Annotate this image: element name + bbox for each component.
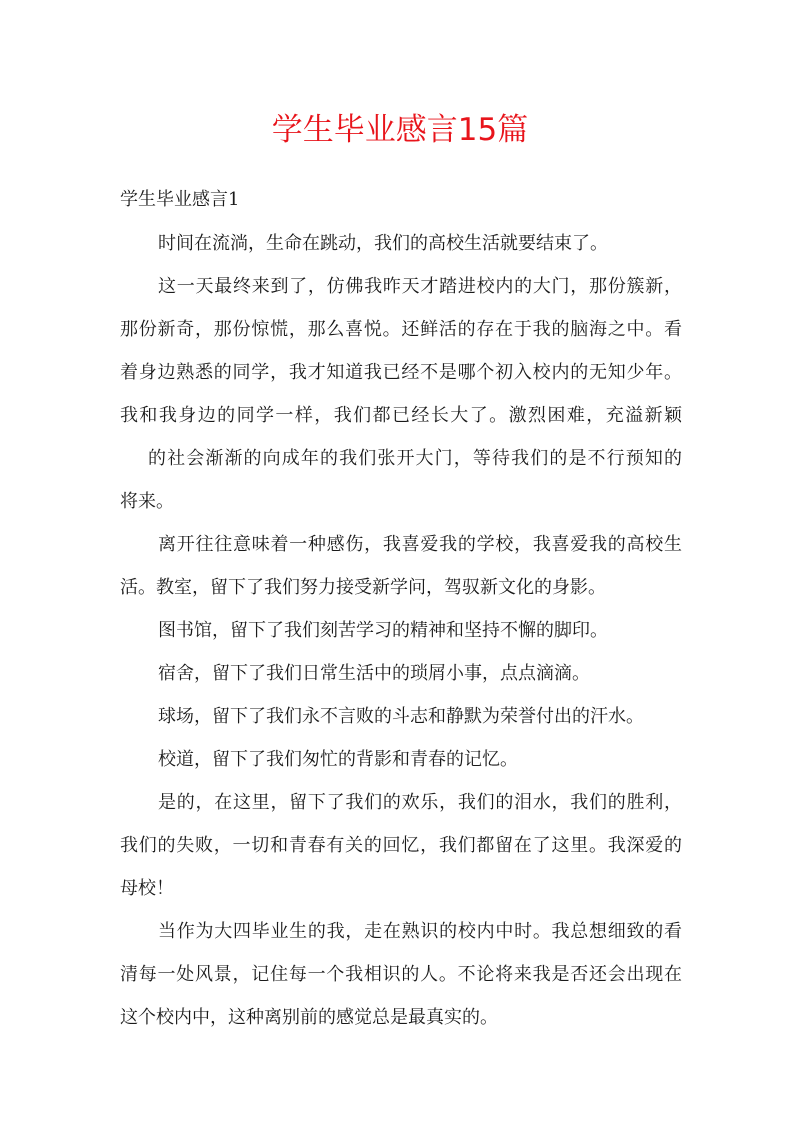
paragraph-line: 那份新奇，那份惊慌，那么喜悦。还鲜活的存在于我的脑海之中。看 <box>120 319 682 340</box>
document-title: 学生毕业感言15篇 <box>271 112 529 148</box>
paragraph-line: 球场，留下了我们永不言败的斗志和静默为荣誉付出的汗水。 <box>158 706 644 727</box>
paragraph-line: 当作为大四毕业生的我，走在熟识的校内中时。我总想细致的看 <box>158 921 682 942</box>
paragraph-line: 这一天最终来到了，仿佛我昨天才踏进校内的大门，那份簇新， <box>158 276 682 297</box>
paragraph-line: 母校！ <box>120 878 174 899</box>
paragraph-line: 离开往往意味着一种感伤，我喜爱我的学校，我喜爱我的高校生 <box>158 534 682 555</box>
paragraph-line: 活。教室，留下了我们努力接受新学问，驾驭新文化的身影。 <box>120 577 606 598</box>
paragraph-line: 我们的失败，一切和青春有关的回忆，我们都留在了这里。我深爱的 <box>120 835 682 856</box>
paragraph-line: 图书馆，留下了我们刻苦学习的精神和坚持不懈的脚印。 <box>158 620 608 641</box>
paragraph-line: 我和我身边的同学一样，我们都已经长大了。激烈困难，充溢新颖 <box>120 405 682 426</box>
paragraph-line: 宿舍，留下了我们日常生活中的琐屑小事，点点滴滴。 <box>158 663 590 684</box>
paragraph-line: 校道，留下了我们匆忙的背影和青春的记忆。 <box>158 749 518 770</box>
paragraph-line: 时间在流淌，生命在跳动，我们的高校生活就要结束了。 <box>158 233 608 254</box>
section-heading: 学生毕业感言1 <box>120 189 240 210</box>
paragraph-line: 这个校内中，这种离别前的感觉总是最真实的。 <box>120 1007 498 1028</box>
paragraph-line: 清每一处风景，记住每一个我相识的人。不论将来我是否还会出现在 <box>120 964 682 985</box>
paragraph-line: 的社会渐渐的向成年的我们张开大门，等待我们的是不行预知的 <box>148 448 682 469</box>
paragraph-line: 是的，在这里，留下了我们的欢乐，我们的泪水，我们的胜利， <box>158 792 682 813</box>
paragraph-line: 着身边熟悉的同学，我才知道我已经不是哪个初入校内的无知少年。 <box>120 362 682 383</box>
paragraph-line: 将来。 <box>120 491 174 512</box>
